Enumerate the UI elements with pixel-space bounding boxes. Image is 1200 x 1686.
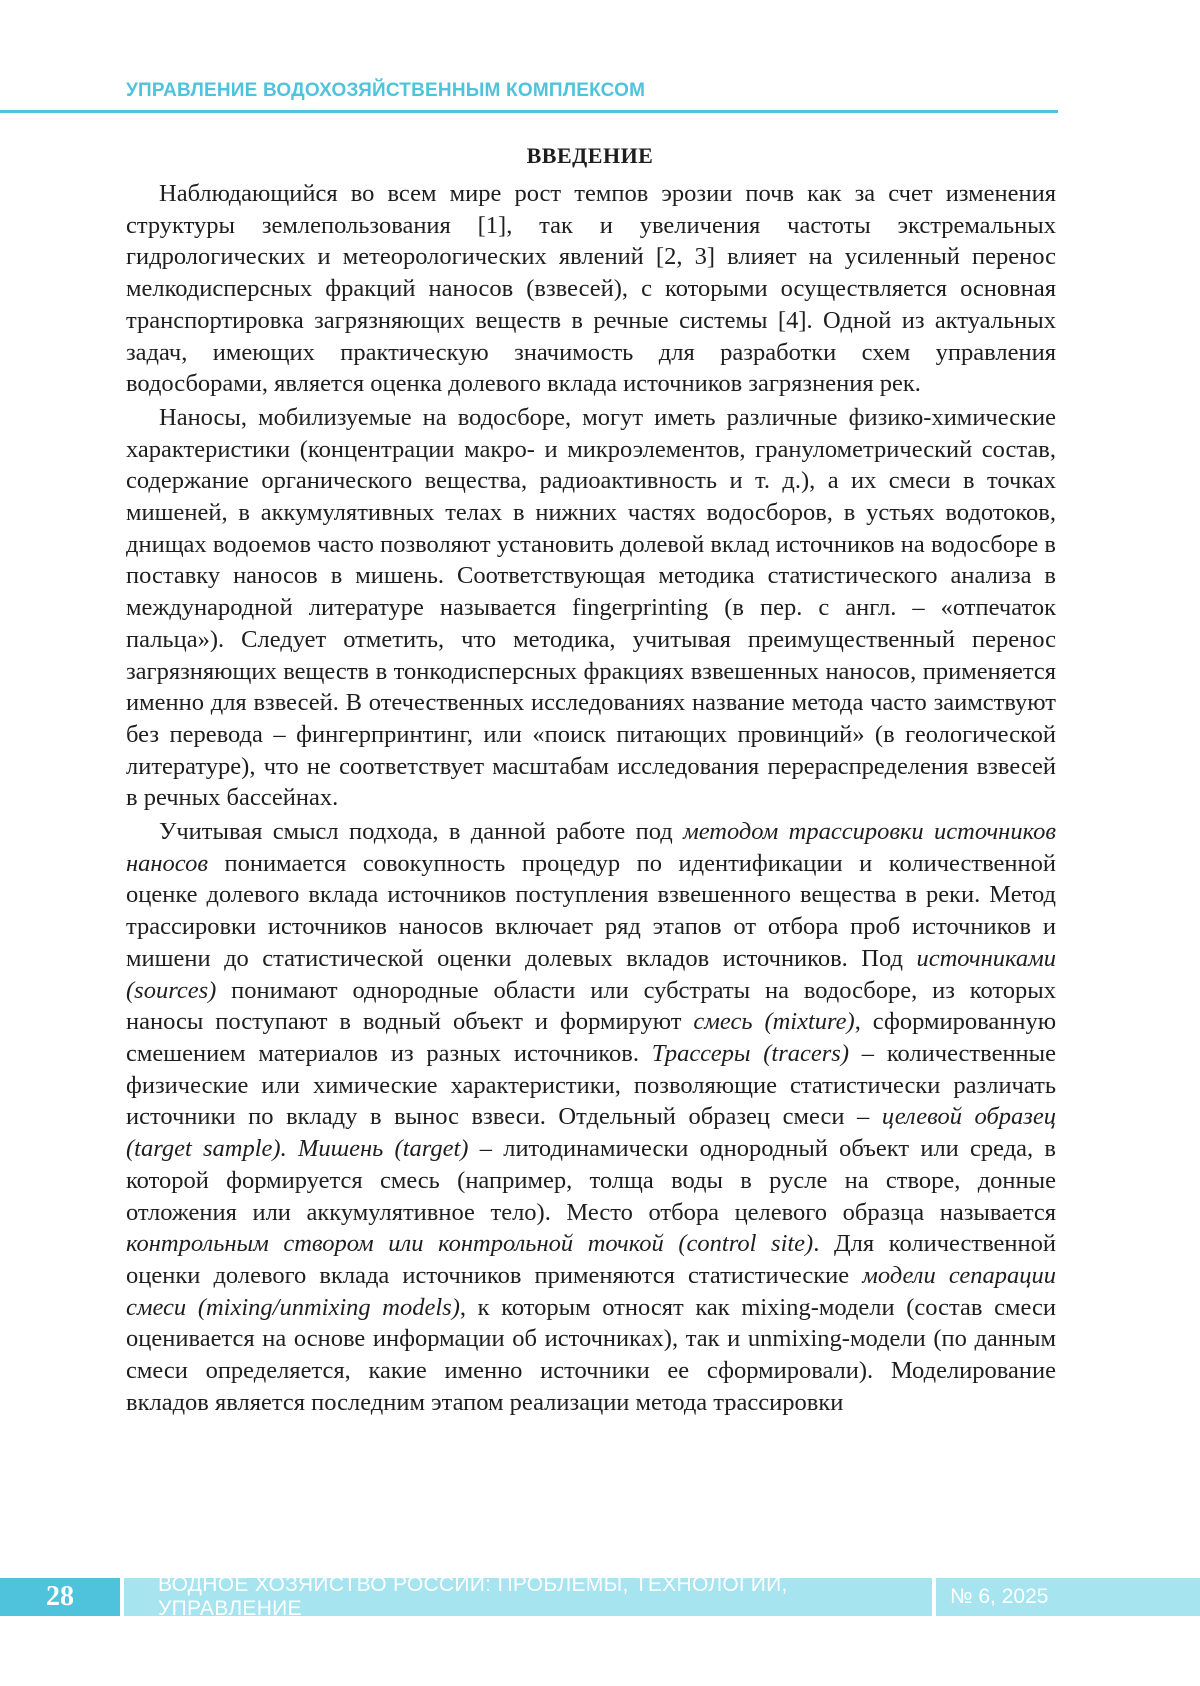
term-target: целевой образец (target sample). Мишень (target) xyxy=(126,1103,1056,1163)
text-run: , к которым относят как mixing-модели (состав смеси оценивается на основе информации об источниках), так и unmixing-модели (по данным смеси определяется, какие именно источники ее сформировали). Моделирование вкладов является последним этапом реализации метода трассировки xyxy=(126,1293,1056,1416)
text-run: Учитывая смысл подхода, в данной работе под xyxy=(159,818,684,846)
section-title: ВВЕДЕНИЕ xyxy=(526,143,654,168)
footer-bar xyxy=(0,1573,1200,1620)
paragraph-1: Наблюдающийся во всем мире рост темпов эрозии почв как за счет изменения структуры землепользования [1], так и увеличения частоты экстремальных гидрологических и метеорологических явлений [2, 3] влияет на усиленный перенос мелкодисперсных фракций наносов (взвесей), с которыми осуществляется основная транспортировка загрязняющих веществ в речные системы [4]. Одной из актуальных задач, имеющих практическую значимость для разработки схем управления водосборами, является оценка долевого вклада источников загрязнения рек. xyxy=(126,180,1056,398)
running-head: УПРАВЛЕНИЕ ВОДОХОЗЯЙСТВЕННЫМ КОМПЛЕКСОМ xyxy=(126,80,646,101)
term-tracers: Трассеры (tracers) xyxy=(651,1039,849,1067)
text-run: , сформированную смешением материалов из разных источников. xyxy=(126,1008,1056,1067)
text-run: понимают однородные области или субстраты на водосборе, из которых наносы поступают в водный объект и формируют xyxy=(126,976,1056,1036)
text-run: – литодинамически однородный объект или среда, в которой формируется смесь (например, толща воды в русле на створе, донные отложения или аккумулятивное тело). Место отбора целевого образца называется xyxy=(126,1135,1056,1226)
text-run: . Для количественной оценки долевого вклада источников применяются статистические xyxy=(126,1230,1056,1289)
paragraph-3 xyxy=(126,816,1056,1418)
issue-number: № 6, 2025 xyxy=(936,1578,1200,1616)
article-body xyxy=(126,178,1056,1418)
paragraph-2: Наносы, мобилизуемые на водосборе, могут иметь различные физико-химические характеристики (концентрации макро- и микроэлементов, гранулометрический состав, содержание органического вещества, радиоактивность и т. д.), а их смеси в точках мишеней, в аккумулятивных телах в нижних частях водосборов, в устьях водотоков, днищах водоемов часто позволяют установить долевой вклад источников на водосборе в поставку наносов в мишень. Соответствующая методика статистического анализа в международной литературе называется fingerprinting (в пер. с англ. – «отпечаток пальца»). Следует отметить, что методика, учитывая преимущественный перенос загрязняющих веществ в тонкодисперсных фракциях взвешенных наносов, применяется именно для взвесей. В отечественных исследованиях название метода часто заимствуют без перевода – фингерпринтинг, или «поиск питающих провинций» (в геологической литературе), что не соответствует масштабам исследования перераспределения взвесей в речных бассейнах. xyxy=(126,403,1056,812)
term-mixture: смесь (mixture) xyxy=(693,1008,855,1036)
term-mixing-models: модели сепарации смеси (mixing/unmixing models) xyxy=(126,1261,1056,1321)
text-run: – количественные физические или химические характеристики, позволяющие статистически различать источники по вкладу в вынос взвеси. Отдельный образец смеси – xyxy=(126,1039,1056,1131)
header-rule xyxy=(0,110,1058,113)
text-run: понимается совокупность процедур по идентификации и количественной оценке долевого вклада источников поступления взвешенного вещества в реки. Метод трассировки источников наносов включает ряд этапов от отбора проб источников и мишени до статистической оценки долевых вкладов источников. Под xyxy=(126,849,1056,972)
term-sources: источниками (sources) xyxy=(126,944,1056,1004)
page-number: 28 xyxy=(0,1578,120,1616)
term-control-site: контрольным створом или контрольной точкой (control site) xyxy=(126,1230,814,1258)
journal-title: ВОДНОЕ ХОЗЯЙСТВО РОССИИ: ПРОБЛЕМЫ, ТЕХНОЛОГИИ, УПРАВЛЕНИЕ xyxy=(124,1578,932,1616)
term-tracing-method: методом трассировки источников наносов xyxy=(126,818,1056,877)
